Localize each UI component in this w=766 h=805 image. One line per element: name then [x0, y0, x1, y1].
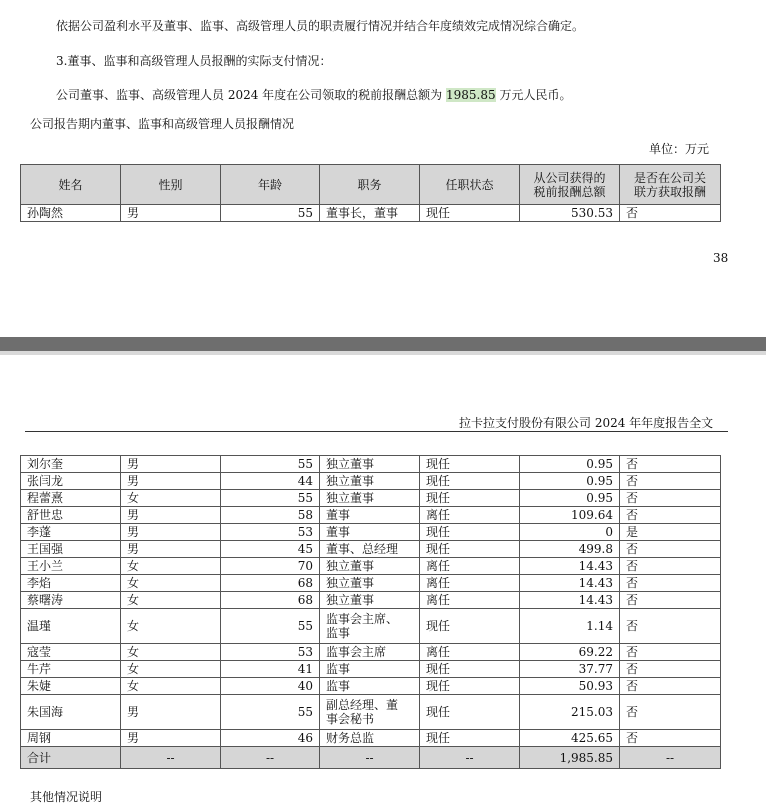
- table-header-row: [21, 165, 721, 205]
- cell-total-age: --: [221, 747, 320, 769]
- cell-pay: 37.77: [520, 661, 620, 678]
- table-caption: 公司报告期内董事、监事和高级管理人员报酬情况: [30, 117, 295, 131]
- cell-total-label: 合计: [21, 747, 121, 769]
- cell-pay: 69.22: [520, 644, 620, 661]
- cell-age: 41: [221, 661, 320, 678]
- cell-age: 55: [221, 695, 320, 730]
- cell-position: [320, 695, 420, 730]
- cell-total-position: --: [320, 747, 420, 769]
- paragraph-text-end: 万元人民币。: [495, 88, 572, 102]
- cell-related: 否: [620, 695, 721, 730]
- table-row: [21, 678, 721, 695]
- cell-status: 现任: [420, 730, 520, 747]
- cell-name: 李焰: [21, 575, 121, 592]
- cell-gender: 女: [121, 644, 221, 661]
- cell-gender: 男: [121, 456, 221, 473]
- table-row: [21, 575, 721, 592]
- header-pay-line2: 税前报酬总额: [533, 184, 606, 199]
- table-row: [21, 507, 721, 524]
- cell-position: 董事: [320, 507, 420, 524]
- cell-total-gender: --: [121, 747, 221, 769]
- table-row: [21, 524, 721, 541]
- header-related-line2: 联方获取报酬: [633, 184, 706, 199]
- cell-age: 44: [221, 473, 320, 490]
- cell-position-line2: 监事: [326, 626, 351, 640]
- cell-status: 离任: [420, 558, 520, 575]
- cell-related: 否: [620, 644, 721, 661]
- header-name: 姓名: [21, 165, 121, 205]
- cell-related: 否: [620, 592, 721, 609]
- cell-related: 否: [620, 473, 721, 490]
- cell-status: 现任: [420, 473, 520, 490]
- cell-name: 刘尔奎: [21, 456, 121, 473]
- cell-age: 58: [221, 507, 320, 524]
- cell-position: 独立董事: [320, 558, 420, 575]
- cell-pay: 0.95: [520, 490, 620, 507]
- cell-total-related: --: [620, 747, 721, 769]
- cell-gender: 男: [121, 541, 221, 558]
- header-position: 职务: [320, 165, 420, 205]
- header-gender: 性别: [121, 165, 221, 205]
- cell-gender: 女: [121, 558, 221, 575]
- cell-pay: 50.93: [520, 678, 620, 695]
- cell-name: 张闫龙: [21, 473, 121, 490]
- cell-status: 离任: [420, 507, 520, 524]
- page-separator: [0, 337, 766, 351]
- table-row: [21, 456, 721, 473]
- cell-pay: 109.64: [520, 507, 620, 524]
- cell-pay: 14.43: [520, 592, 620, 609]
- cell-status: 离任: [420, 644, 520, 661]
- header-age: 年龄: [221, 165, 320, 205]
- cell-pay: 0.95: [520, 456, 620, 473]
- cell-name: 李蓬: [21, 524, 121, 541]
- cell-age: 68: [221, 575, 320, 592]
- cell-status: 现任: [420, 524, 520, 541]
- header-pay: [520, 165, 620, 205]
- cell-pay: 215.03: [520, 695, 620, 730]
- cell-age: 46: [221, 730, 320, 747]
- cell-related: 否: [620, 730, 721, 747]
- table-row: [21, 541, 721, 558]
- cell-gender: 女: [121, 592, 221, 609]
- table-row: [21, 205, 721, 222]
- cell-position: 财务总监: [320, 730, 420, 747]
- table-total-row: [21, 747, 721, 769]
- cell-status: 离任: [420, 575, 520, 592]
- cell-status: 现任: [420, 695, 520, 730]
- cell-position: 独立董事: [320, 592, 420, 609]
- cell-status: 离任: [420, 592, 520, 609]
- cell-gender: 男: [121, 695, 221, 730]
- cell-position: 独立董事: [320, 456, 420, 473]
- cell-position: 独立董事: [320, 490, 420, 507]
- cell-age: 68: [221, 592, 320, 609]
- cell-position: [320, 609, 420, 644]
- cell-age: 55: [221, 490, 320, 507]
- header-pay-line1: 从公司获得的: [533, 170, 606, 185]
- cell-total-status: --: [420, 747, 520, 769]
- cell-name: 孙陶然: [21, 205, 121, 222]
- cell-status: 现任: [420, 609, 520, 644]
- cell-gender: 男: [121, 205, 221, 222]
- cell-name: 温瑾: [21, 609, 121, 644]
- section-heading: 其他情况说明: [30, 790, 103, 804]
- highlighted-amount: 1985.85: [446, 88, 496, 102]
- cell-pay: 14.43: [520, 575, 620, 592]
- cell-total-pay: 1,985.85: [520, 747, 620, 769]
- compensation-table-page1: [20, 164, 721, 222]
- cell-position: 监事: [320, 661, 420, 678]
- cell-age: 53: [221, 524, 320, 541]
- cell-name: 蔡曙涛: [21, 592, 121, 609]
- cell-pay: 499.8: [520, 541, 620, 558]
- cell-status: 现任: [420, 541, 520, 558]
- cell-related: 否: [620, 541, 721, 558]
- cell-related: 否: [620, 678, 721, 695]
- table-row: [21, 609, 721, 644]
- cell-gender: 男: [121, 473, 221, 490]
- cell-position: 董事长，董事: [320, 205, 420, 222]
- table-row: [21, 661, 721, 678]
- cell-status: 现任: [420, 678, 520, 695]
- cell-pay: 1.14: [520, 609, 620, 644]
- page-header-title: 拉卡拉支付股份有限公司 2024 年年度报告全文: [459, 416, 714, 430]
- cell-related: 否: [620, 456, 721, 473]
- cell-name: 寇莹: [21, 644, 121, 661]
- paragraph-text: [56, 86, 571, 103]
- cell-position: 监事: [320, 678, 420, 695]
- cell-gender: 女: [121, 678, 221, 695]
- cell-status: 现任: [420, 205, 520, 222]
- cell-name: 牛芹: [21, 661, 121, 678]
- cell-name: 周钢: [21, 730, 121, 747]
- cell-age: 55: [221, 456, 320, 473]
- cell-status: 现任: [420, 456, 520, 473]
- page-header-rule: [25, 431, 728, 432]
- cell-age: 55: [221, 609, 320, 644]
- cell-gender: 男: [121, 524, 221, 541]
- cell-position: 董事、总经理: [320, 541, 420, 558]
- cell-position: 监事会主席: [320, 644, 420, 661]
- table-row: [21, 695, 721, 730]
- cell-pay: 14.43: [520, 558, 620, 575]
- table-row: [21, 644, 721, 661]
- cell-related: 否: [620, 661, 721, 678]
- table-row: [21, 473, 721, 490]
- cell-related: 否: [620, 205, 721, 222]
- cell-age: 55: [221, 205, 320, 222]
- cell-position: 独立董事: [320, 473, 420, 490]
- paragraph-text-start: 公司董事、监事、高级管理人员 2024 年度在公司领取的税前报酬总额为: [56, 88, 446, 102]
- cell-gender: 男: [121, 730, 221, 747]
- cell-position-line2: 事会秘书: [326, 712, 375, 726]
- cell-name: 舒世忠: [21, 507, 121, 524]
- cell-pay: 0: [520, 524, 620, 541]
- paragraph-text: 依据公司盈利水平及董事、监事、高级管理人员的职责履行情况并结合年度绩效完成情况综合确定。: [56, 19, 585, 33]
- cell-related: 是: [620, 524, 721, 541]
- cell-gender: 女: [121, 490, 221, 507]
- header-related: [620, 165, 721, 205]
- cell-age: 40: [221, 678, 320, 695]
- cell-gender: 女: [121, 575, 221, 592]
- cell-position: 董事: [320, 524, 420, 541]
- cell-gender: 女: [121, 609, 221, 644]
- cell-name: 朱国海: [21, 695, 121, 730]
- cell-status: 现任: [420, 490, 520, 507]
- cell-related: 否: [620, 609, 721, 644]
- page-separator-shadow: [0, 351, 766, 355]
- cell-name: 王国强: [21, 541, 121, 558]
- unit-label: 单位：万元: [649, 142, 710, 156]
- cell-pay: 425.65: [520, 730, 620, 747]
- cell-related: 否: [620, 575, 721, 592]
- table-row: [21, 730, 721, 747]
- header-status: 任职状态: [420, 165, 520, 205]
- cell-pay: 530.53: [520, 205, 620, 222]
- cell-age: 45: [221, 541, 320, 558]
- table-row: [21, 490, 721, 507]
- cell-position: 独立董事: [320, 575, 420, 592]
- cell-status: 现任: [420, 661, 520, 678]
- compensation-table-page2: [20, 455, 721, 769]
- cell-position-line1: 监事会主席、: [326, 612, 399, 626]
- cell-name: 朱婕: [21, 678, 121, 695]
- cell-age: 70: [221, 558, 320, 575]
- table-row: [21, 592, 721, 609]
- cell-name: 程蕾熹: [21, 490, 121, 507]
- cell-position-line1: 副总经理、董: [326, 698, 399, 712]
- section-heading: 3.董事、监事和高级管理人员报酬的实际支付情况：: [56, 54, 332, 68]
- page-number: 38: [713, 251, 729, 265]
- cell-related: 否: [620, 558, 721, 575]
- header-related-line1: 是否在公司关: [633, 170, 706, 185]
- cell-age: 53: [221, 644, 320, 661]
- cell-pay: 0.95: [520, 473, 620, 490]
- cell-name: 王小兰: [21, 558, 121, 575]
- table-row: [21, 558, 721, 575]
- cell-gender: 女: [121, 661, 221, 678]
- cell-gender: 男: [121, 507, 221, 524]
- cell-related: 否: [620, 490, 721, 507]
- cell-related: 否: [620, 507, 721, 524]
